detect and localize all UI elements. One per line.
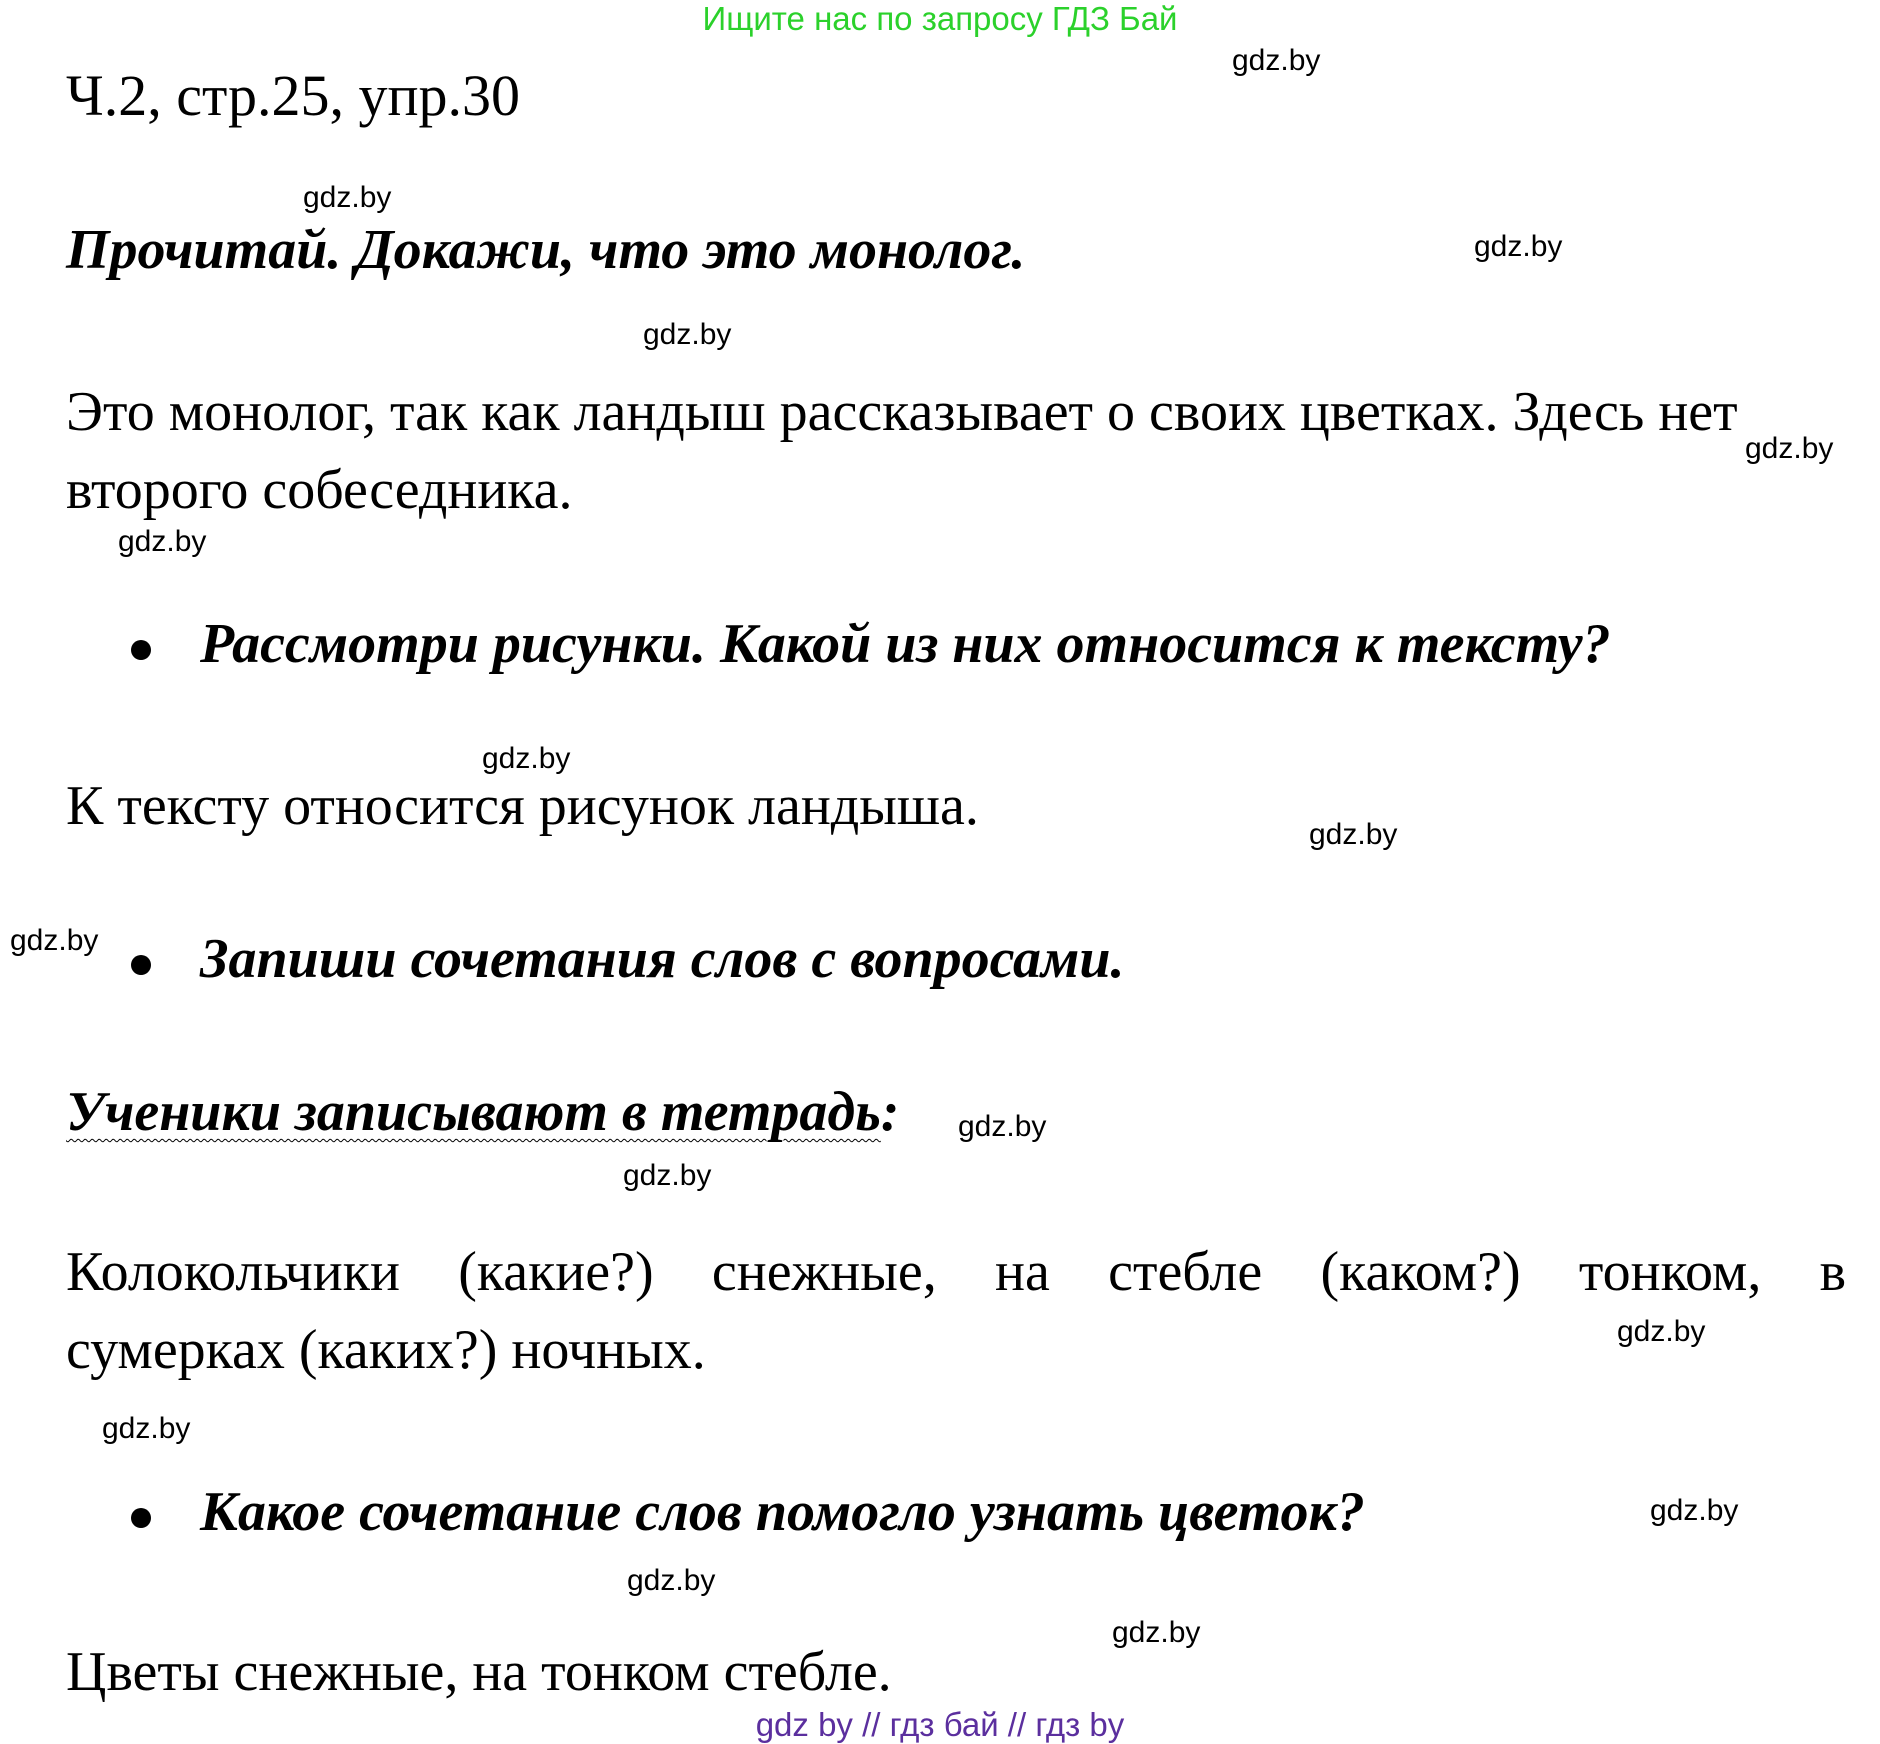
watermark: gdz.by [303, 181, 392, 214]
answer3-word: в [1819, 1241, 1847, 1303]
watermark: gdz.by [627, 1564, 716, 1597]
answer3-line2: сумерках (каких?) ночных. [66, 1319, 706, 1381]
watermark: gdz.by [482, 742, 571, 775]
watermark: gdz.by [1474, 230, 1563, 263]
footer-links: gdz by // гдз бай // гдз by [755, 1706, 1125, 1743]
watermark: gdz.by [958, 1110, 1047, 1143]
answer3-word: на [995, 1241, 1050, 1303]
watermark: gdz.by [10, 924, 99, 957]
exercise-header: Ч.2, стр.25, упр.30 [66, 63, 521, 128]
notebook-label-row [66, 1080, 899, 1144]
task-which-phrase: Какое сочетание слов помогло узнать цветок? [200, 1481, 1365, 1543]
answer1-line1: Это монолог, так как ландыш рассказывает о своих цветках. Здесь нет [66, 381, 1738, 443]
notebook-label: Ученики записывают в тетрадь [66, 1081, 881, 1143]
answer1-line2: второго собеседника. [66, 459, 573, 521]
watermark: gdz.by [623, 1159, 712, 1192]
answer2-line: К тексту относится рисунок ландыша. [66, 775, 979, 837]
answer3-word: снежные, [711, 1241, 937, 1303]
task-write-phrases: Запиши сочетания слов с вопросами. [200, 928, 1125, 990]
task-read-prove: Прочитай. Докажи, что это монолог. [66, 219, 1026, 281]
bullet-icon [131, 640, 151, 660]
watermark: gdz.by [1650, 1494, 1739, 1527]
answer3-word: (какие?) [458, 1241, 654, 1303]
bullet-icon [131, 955, 151, 975]
answer3-word: тонком, [1578, 1241, 1762, 1303]
watermark: gdz.by [1309, 818, 1398, 851]
watermark: gdz.by [1112, 1616, 1201, 1649]
answer3-line1 [66, 1240, 1846, 1304]
answer3-word: Колокольчики [66, 1241, 400, 1303]
watermark: gdz.by [1617, 1315, 1706, 1348]
answer4-line: Цветы снежные, на тонком стебле. [66, 1641, 892, 1703]
answer3-word: (каком?) [1320, 1241, 1521, 1303]
watermark: gdz.by [1232, 44, 1321, 77]
watermark: gdz.by [643, 318, 732, 351]
bullet-icon [131, 1508, 151, 1528]
answer3-word: стебле [1108, 1241, 1263, 1303]
watermark: gdz.by [118, 525, 207, 558]
task-look-pictures: Рассмотри рисунки. Какой из них относится к тексту? [200, 613, 1611, 675]
notebook-colon: : [880, 1081, 900, 1143]
watermark: gdz.by [102, 1412, 191, 1445]
search-banner: Ищите нас по запросу ГДЗ Бай [702, 0, 1178, 37]
watermark: gdz.by [1745, 432, 1834, 465]
